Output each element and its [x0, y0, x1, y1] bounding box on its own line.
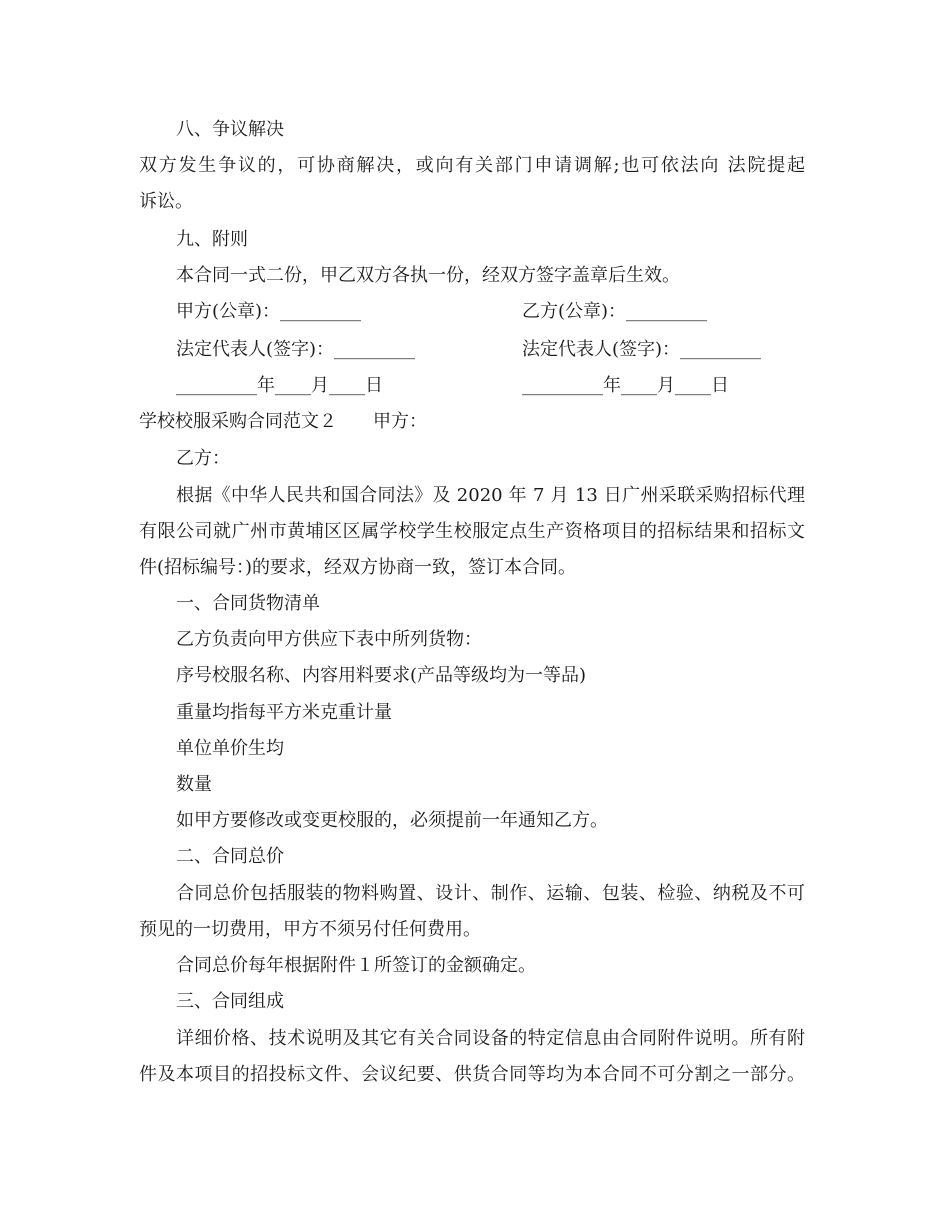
section-9-body: 本合同一式二份，甲乙双方各执一份，经双方签字盖章后生效。 — [176, 265, 680, 286]
document-2-title: 学校校服采购合同范文２ 甲方： — [139, 411, 427, 432]
party-b-date: _________年____月____日 — [522, 375, 729, 396]
section-1-line-6: 如甲方要修改或变更校服的，必须提前一年通知乙方。 — [176, 810, 608, 831]
section-8-body-line-2: 诉讼。 — [139, 191, 193, 212]
section-1-heading: 一、合同货物清单 — [176, 593, 320, 614]
intro-line-3: 件(招标编号：)的要求，经双方协商一致，签订本合同。 — [139, 557, 577, 578]
intro-line-2: 有限公司就广州市黄埔区区属学校学生校服定点生产资格项目的招标结果和招标文 — [139, 521, 805, 542]
section-2-line-2: 预见的一切费用，甲方不须另付任何费用。 — [139, 919, 481, 940]
party-a-representative: 法定代表人(签字)：_________ — [176, 339, 416, 360]
section-1-line-4: 单位单价生均 — [176, 738, 284, 759]
section-1-line-1: 乙方负责向甲方供应下表中所列货物： — [176, 629, 482, 650]
section-8-heading: 八、争议解决 — [176, 119, 284, 140]
party-b-representative: 法定代表人(签字)：_________ — [522, 339, 762, 360]
party-b-label: 乙方： — [176, 448, 230, 469]
section-2-line-3: 合同总价每年根据附件１所签订的金额确定。 — [176, 955, 536, 976]
section-2-line-1: 合同总价包括服装的物料购置、设计、制作、运输、包装、检验、纳税及不可 — [176, 883, 805, 904]
section-3-heading: 三、合同组成 — [176, 991, 284, 1012]
section-3-line-1: 详细价格、技术说明及其它有关合同设备的特定信息由合同附件说明。所有附 — [176, 1028, 805, 1049]
section-1-line-5: 数量 — [176, 774, 212, 795]
section-3-line-2: 件及本项目的招投标文件、会议纪要、供货合同等均为本合同不可分割之一部分。 — [139, 1064, 805, 1085]
section-1-line-2: 序号校服名称、内容用料要求(产品等级均为一等品) — [176, 665, 587, 686]
party-a-date: _________年____月____日 — [176, 375, 383, 396]
intro-line-1: 根据《中华人民共和国合同法》及 2020 年 7 月 13 日广州采联采购招标代理 — [176, 485, 805, 506]
section-9-heading: 九、附则 — [176, 229, 248, 250]
party-b-seal: 乙方(公章)：_________ — [522, 301, 708, 322]
section-8-body-line-1: 双方发生争议的，可协商解决，或向有关部门申请调解;也可依法向 法院提起 — [139, 155, 805, 176]
section-2-heading: 二、合同总价 — [176, 846, 284, 867]
party-a-seal: 甲方(公章)：_________ — [176, 301, 362, 322]
section-1-line-3: 重量均指每平方米克重计量 — [176, 702, 392, 723]
